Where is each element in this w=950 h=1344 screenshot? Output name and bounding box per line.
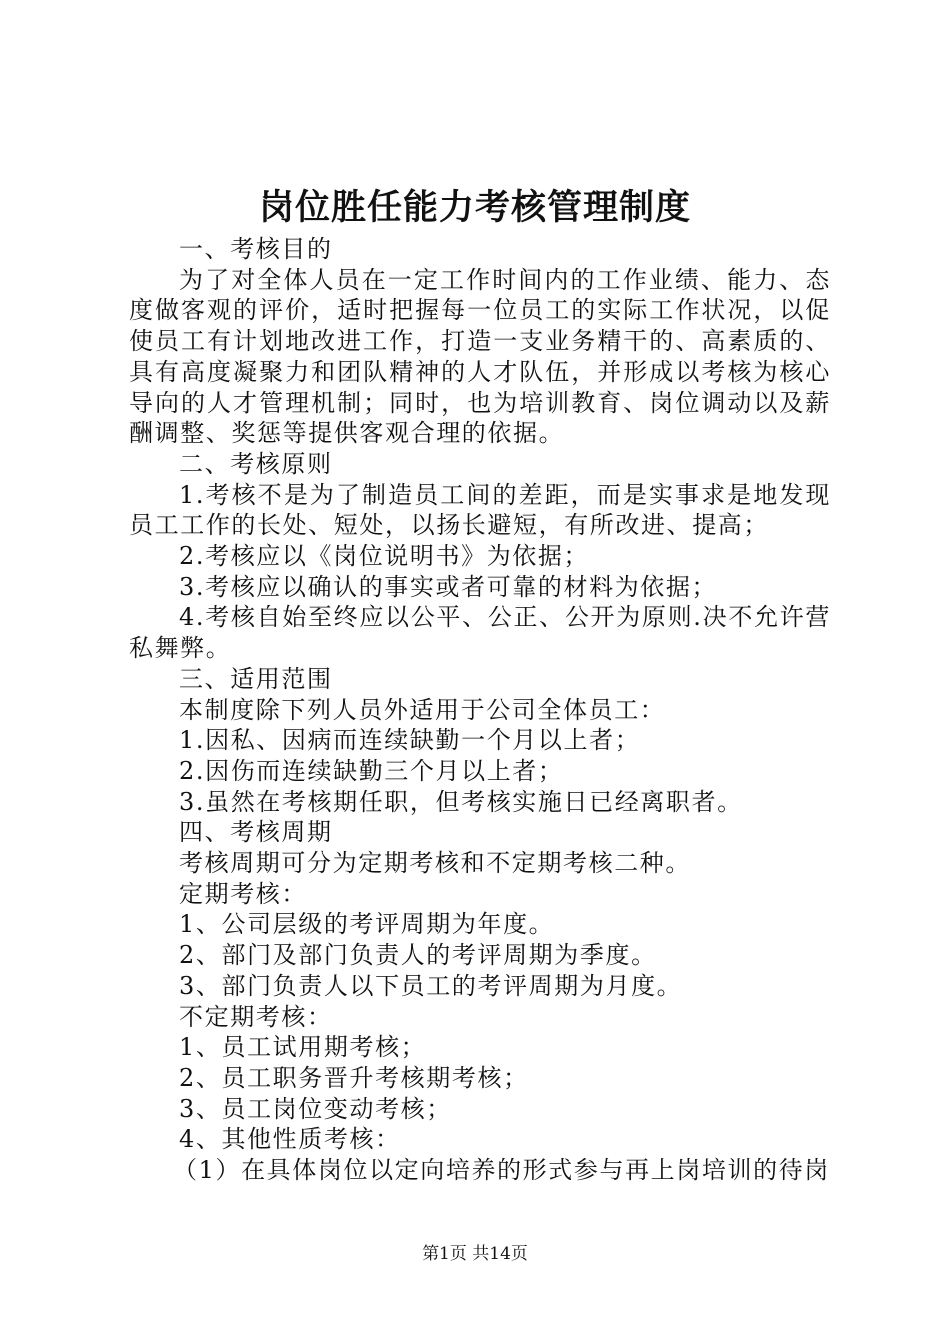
regular-item: 1、公司层级的考评周期为年度。 <box>179 910 555 939</box>
paragraph-scope: 本制度除下列人员外适用于公司全体员工： <box>179 695 666 724</box>
irregular-item: 4、其他性质考核： <box>179 1125 401 1154</box>
document-title: 岗位胜任能力考核管理制度 <box>258 187 691 228</box>
section-heading-cycle: 四、考核周期 <box>179 818 333 847</box>
irregular-item: 1、员工试用期考核； <box>179 1033 427 1062</box>
principle-item: 4.考核自始至终应以公平、公正、公开为原则.决不允许营私舞弊。 <box>129 603 831 663</box>
regular-item: 3、部门负责人以下员工的考评周期为月度。 <box>179 971 683 1000</box>
scope-item: 2.因伤而连续缺勤三个月以上者； <box>179 756 564 785</box>
paragraph-purpose: 为了对全体人员在一定工作时间内的工作业绩、能力、态度做客观的评价，适时把握每一位员工的实际工作状况，以促使员工有计划地改进工作，打造一支业务精干的、高素质的、具有高度凝聚力和团队精神的人才队伍，并形成以考核为核心导向的人才管理机制；同时，也为培训教育、岗位调动以及薪酬调整、奖惩等提供客观合理的依据。 <box>129 265 831 448</box>
section-heading-principles: 二、考核原则 <box>179 449 333 478</box>
section-heading-scope: 三、适用范围 <box>179 664 333 693</box>
principle-item: 2.考核应以《岗位说明书》为依据； <box>179 542 590 571</box>
irregular-item: 3、员工岗位变动考核； <box>179 1094 452 1123</box>
regular-item: 2、部门及部门负责人的考评周期为季度。 <box>179 941 657 970</box>
principle-item: 1.考核不是为了制造员工间的差距，而是实事求是地发现员工工作的长处、短处，以扬长避短，有所改进、提高； <box>129 480 831 540</box>
page-number-footer: 第1页 共14页 <box>422 1244 528 1264</box>
scope-item: 1.因私、因病而连续缺勤一个月以上者； <box>179 726 641 755</box>
paragraph-cycle: 考核周期可分为定期考核和不定期考核二种。 <box>179 849 691 878</box>
principle-item: 3.考核应以确认的事实或者可靠的材料为依据； <box>179 572 718 601</box>
document-body <box>129 234 831 1186</box>
subheading-regular: 定期考核： <box>179 879 307 908</box>
subheading-irregular: 不定期考核： <box>179 1002 333 1031</box>
section-heading-purpose: 一、考核目的 <box>179 235 333 263</box>
scope-item: 3.虽然在考核期任职，但考核实施日已经离职者。 <box>179 787 743 816</box>
irregular-subitem: （1）在具体岗位以定向培养的形式参与再上岗培训的待岗 <box>173 1156 830 1185</box>
irregular-item: 2、员工职务晋升考核期考核； <box>179 1063 529 1092</box>
